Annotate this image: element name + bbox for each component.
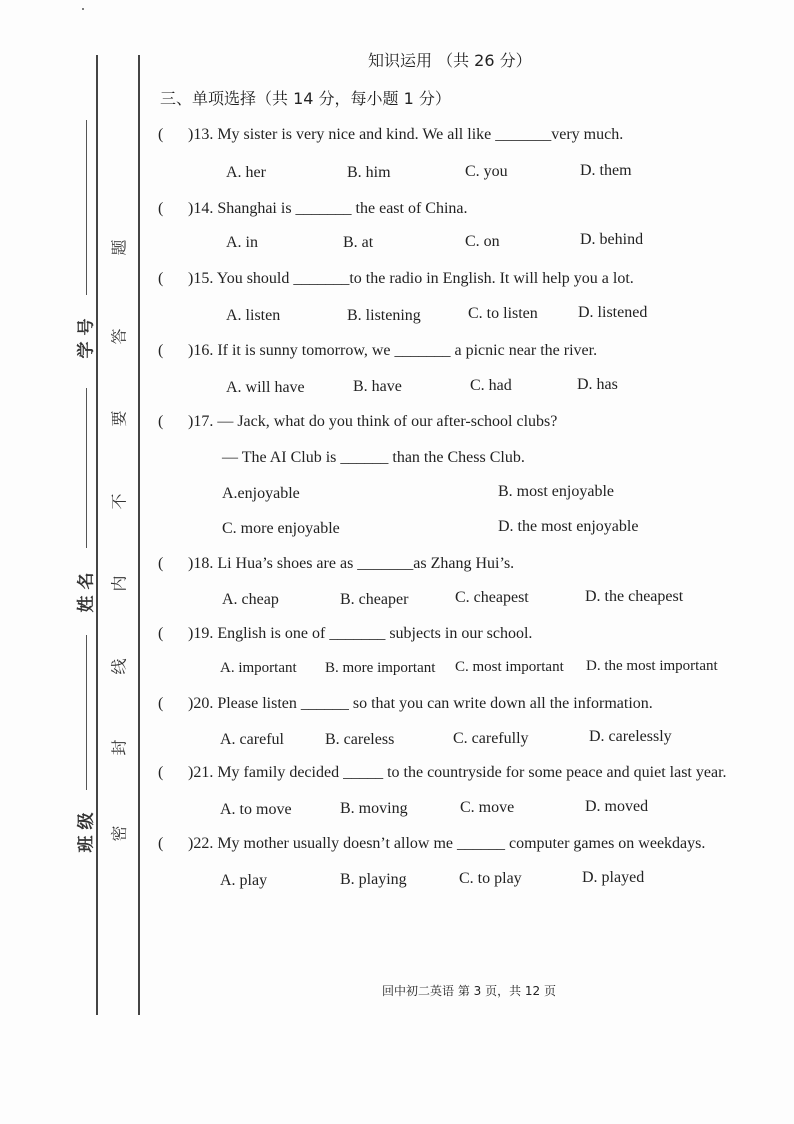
option-c: C. to listen (468, 305, 538, 322)
question-stem: )22. My mother usually doesn’t allow me ______ computer games on weekdays. (188, 835, 706, 852)
page-footer: 回中初二英语 第 3 页，共 12 页 (382, 984, 556, 998)
option-d: D. the cheapest (585, 588, 684, 605)
question-17: ( )17. — Jack, what do you think of our after-school clubs? (158, 413, 558, 430)
option-b: B. playing (340, 871, 407, 888)
question-21: ( )21. My family decided _____ to the countryside for some peace and quiet last year. (158, 764, 727, 781)
seal-char-mi: 密 (109, 825, 129, 842)
question-19: ( )19. English is one of _______ subjects in our school. (158, 625, 533, 642)
option-b: B. him (347, 164, 391, 181)
option-d: D. behind (580, 231, 644, 248)
option-a: A. cheap (222, 591, 279, 608)
student-id-label: 学 号 (76, 318, 97, 359)
margin-rule-inner (138, 55, 140, 1015)
question-stem: )16. If it is sunny tomorrow, we _______ a picnic near the river. (188, 342, 598, 359)
section-heading: 知识运用 （共 26 分） (368, 51, 532, 70)
option-b: B. careless (325, 731, 395, 748)
option-c: C. you (465, 163, 508, 180)
option-c: C. more enjoyable (222, 520, 340, 537)
option-c: C. had (470, 377, 512, 394)
question-18: ( )18. Li Hua’s shoes are as _______as Zhang Hui’s. (158, 555, 515, 572)
option-c: C. cheapest (455, 589, 529, 606)
option-d: D. moved (585, 798, 649, 815)
option-d: D. carelessly (589, 728, 672, 745)
student-id-blank (86, 120, 87, 295)
question-stem: )21. My family decided _____ to the countryside for some peace and quiet last year. (188, 764, 727, 781)
option-d: D. the most enjoyable (498, 518, 639, 535)
seal-char-nei: 内 (109, 575, 129, 592)
question-stem: )19. English is one of _______ subjects in our school. (188, 625, 533, 642)
seal-char-feng: 封 (109, 739, 129, 756)
option-c: C. on (465, 233, 500, 250)
option-a: A. play (220, 872, 268, 889)
question-14: ( )14. Shanghai is _______ the east of China. (158, 200, 468, 217)
option-a: A. in (226, 234, 258, 251)
option-a: A. listen (226, 307, 281, 324)
scan-speck (82, 8, 84, 10)
question-16: ( )16. If it is sunny tomorrow, we _______ a picnic near the river. (158, 342, 598, 359)
question-15: ( )15. You should _______to the radio in English. It will help you a lot. (158, 270, 634, 287)
option-b: B. listening (347, 307, 421, 324)
option-a: A. to move (220, 801, 292, 818)
option-b: B. moving (340, 800, 408, 817)
question-13: ( )13. My sister is very nice and kind. We all like _______very much. (158, 126, 624, 143)
question-17-reply: — The AI Club is ______ than the Chess Club. (222, 449, 525, 466)
question-22: ( )22. My mother usually doesn’t allow me ______ computer games on weekdays. (158, 835, 706, 852)
option-c: C. move (460, 799, 515, 816)
option-a: A.enjoyable (222, 485, 300, 502)
name-blank (86, 388, 87, 548)
seal-char-bu: 不 (109, 493, 129, 510)
class-blank (86, 635, 87, 790)
question-stem: )20. Please listen ______ so that you can write down all the information. (188, 695, 653, 712)
option-a: A. important (220, 660, 297, 676)
margin-rule-outer (96, 55, 98, 1015)
option-b: B. cheaper (340, 591, 409, 608)
option-d: D. played (582, 869, 645, 886)
option-a: A. careful (220, 731, 284, 748)
question-stem: )15. You should _______to the radio in English. It will help you a lot. (188, 270, 634, 287)
question-20: ( )20. Please listen ______ so that you can write down all the information. (158, 695, 653, 712)
question-stem: )13. My sister is very nice and kind. We all like _______very much. (188, 126, 624, 143)
class-label: 班 级 (76, 812, 97, 853)
option-c: C. most important (455, 659, 564, 675)
seal-char-xian: 线 (109, 658, 129, 675)
question-stem: )18. Li Hua’s shoes are as _______as Zhang Hui’s. (188, 555, 515, 572)
name-label: 姓 名 (76, 572, 97, 613)
option-b: B. most enjoyable (498, 483, 614, 500)
question-stem: )14. Shanghai is _______ the east of China. (188, 200, 468, 217)
seal-char-da: 答 (109, 328, 129, 345)
option-b: B. more important (325, 660, 436, 676)
option-b: B. at (343, 234, 374, 251)
option-d: D. them (580, 162, 632, 179)
option-b: B. have (353, 378, 402, 395)
option-a: A. her (226, 164, 266, 181)
option-c: C. to play (459, 870, 522, 887)
option-d: D. has (577, 376, 618, 393)
option-d: D. the most important (586, 658, 718, 674)
seal-char-yao: 要 (109, 410, 129, 427)
option-d: D. listened (578, 304, 648, 321)
part-title: 三、单项选择（共 14 分，每小题 1 分） (160, 89, 451, 108)
option-a: A. will have (226, 379, 305, 396)
question-stem: )17. — Jack, what do you think of our after-school clubs? (188, 413, 558, 430)
seal-char-ti: 题 (109, 239, 129, 256)
option-c: C. carefully (453, 730, 529, 747)
